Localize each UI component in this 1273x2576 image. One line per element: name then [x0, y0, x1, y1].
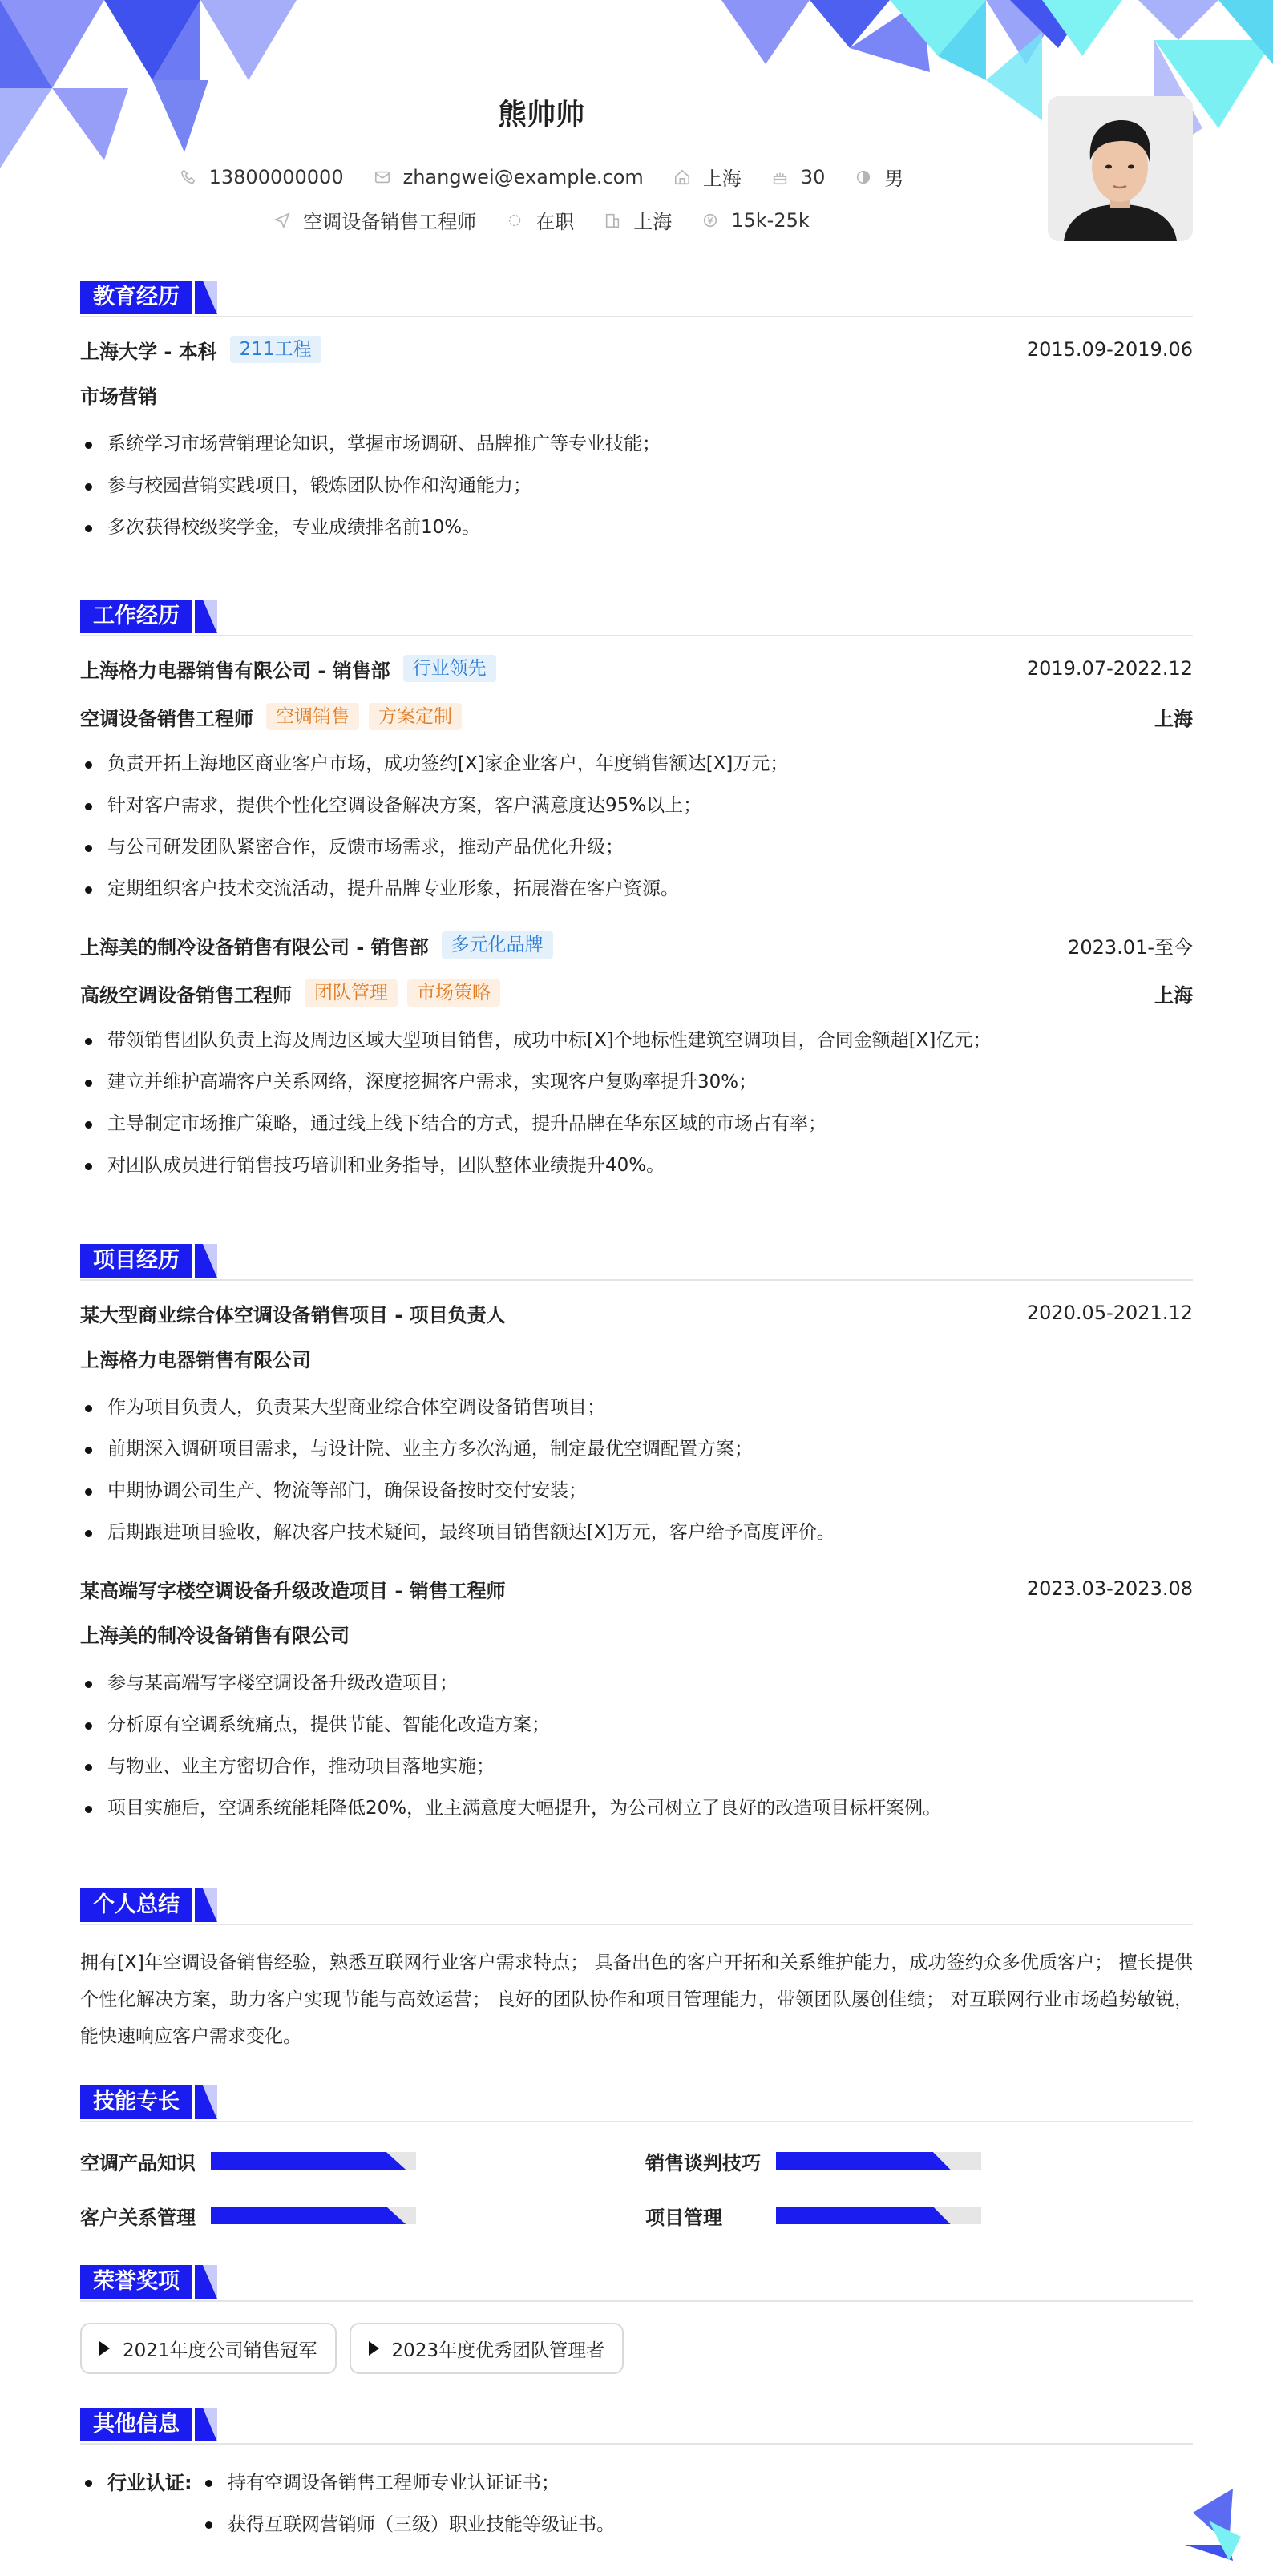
- project-company: 上海格力电器销售有限公司: [80, 1349, 311, 1371]
- awards-header: [80, 2265, 1193, 2302]
- list-item: 获得互联网营销师（三级）职业技能等级证书。: [200, 2504, 615, 2546]
- awards-list: [80, 2323, 1193, 2374]
- home-icon: [673, 168, 692, 187]
- salary-item: [701, 209, 810, 232]
- school-name: 上海大学 - 本科: [80, 340, 217, 363]
- section-title: 个人总结: [80, 1888, 192, 1922]
- project-name: 某大型商业综合体空调设备销售项目 - 项目负责人: [80, 1303, 506, 1326]
- skill-tag: 空调销售: [266, 703, 359, 730]
- award-label: 2023年度优秀团队管理者: [391, 2340, 605, 2361]
- section-title-tail: [195, 281, 217, 314]
- company-name: 上海美的制冷设备销售有限公司 - 销售部: [80, 935, 429, 959]
- list-item: 作为项目负责人，负责某大型商业综合体空调设备销售项目；: [80, 1387, 1193, 1428]
- city-item: [673, 163, 742, 191]
- mail-icon: [373, 168, 392, 187]
- skill-bar: [776, 2207, 981, 2224]
- job-target-text: 空调设备销售工程师: [303, 211, 477, 233]
- section-divider: [80, 2121, 1193, 2122]
- list-item: 与物业、业主方密切合作，推动项目落地实施；: [80, 1746, 1193, 1787]
- skill-item: [80, 2145, 416, 2177]
- section-divider: [80, 2300, 1193, 2302]
- section-title: 项目经历: [80, 1244, 192, 1278]
- list-item: 建立并维护高端客户关系网络，深度挖掘客户需求，实现客户复购率提升30%；: [80, 1061, 1193, 1103]
- building-icon: [603, 211, 622, 230]
- list-item: 持有空调设备销售工程师专业认证证书；: [200, 2462, 615, 2504]
- list-item: 带领销售团队负责上海及周边区域大型项目销售，成功中标[X]个地标性建筑空调项目，合同金额超[X]亿元；: [80, 1019, 1193, 1061]
- projects-header: [80, 1244, 1193, 1281]
- corner-decoration: [1185, 2489, 1241, 2561]
- play-icon: [369, 2341, 379, 2356]
- skill-bar-fill: [776, 2152, 951, 2170]
- education-header: [80, 281, 1193, 317]
- work-company-row: [80, 652, 1193, 684]
- list-item: 参与某高端写字楼空调设备升级改造项目；: [80, 1662, 1193, 1704]
- section-title-tail: [195, 600, 217, 633]
- play-icon: [99, 2341, 110, 2356]
- salary-text: 15k-25k: [731, 208, 810, 232]
- certification-list: [200, 2462, 615, 2546]
- section-title-tail: [195, 1244, 217, 1278]
- gender-text: 男: [884, 168, 904, 190]
- list-item: 对团队成员进行销售技巧培训和业务指导，团队整体业绩提升40%。: [80, 1145, 1193, 1186]
- skill-name: 空调产品知识: [80, 2151, 196, 2174]
- list-item: 参与校园营销实践项目，锻炼团队协作和沟通能力；: [80, 465, 1193, 507]
- coin-icon: [701, 211, 720, 230]
- section-divider: [80, 2443, 1193, 2445]
- company-tag: 行业领先: [403, 655, 496, 682]
- certification-label: 行业认证:: [80, 2462, 200, 2546]
- section-title: 荣誉奖项: [80, 2265, 192, 2299]
- send-icon: [273, 211, 292, 230]
- work-bullets: [80, 1019, 1193, 1186]
- skill-tag: 市场策略: [407, 979, 500, 1007]
- skill-name: 销售谈判技巧: [645, 2151, 761, 2174]
- work-date: 2019.07-2022.12: [1026, 657, 1193, 680]
- section-title: 教育经历: [80, 281, 192, 314]
- skill-item: [80, 2199, 416, 2231]
- job-title: 高级空调设备销售工程师: [80, 983, 292, 1007]
- section-title: 工作经历: [80, 600, 192, 633]
- section-title-tail: [195, 2085, 217, 2119]
- award-label: 2021年度公司销售冠军: [123, 2340, 317, 2361]
- list-item: 定期组织客户技术交流活动，提升品牌专业形象，拓展潜在客户资源。: [80, 868, 1193, 910]
- section-title: 其他信息: [80, 2408, 192, 2441]
- list-item: 项目实施后，空调系统能耗降低20%，业主满意度大幅提升，为公司树立了良好的改造项目标杆案例。: [80, 1787, 1193, 1829]
- skill-bar: [776, 2152, 981, 2170]
- skill-bar: [211, 2207, 416, 2224]
- work-location: 上海: [1154, 707, 1193, 730]
- skill-tag: 团队管理: [305, 979, 398, 1007]
- job-title: 空调设备销售工程师: [80, 707, 253, 730]
- company-name: 上海格力电器销售有限公司 - 销售部: [80, 659, 390, 682]
- summary-header: [80, 1888, 1193, 1925]
- list-item: 后期跟进项目验收，解决客户技术疑问，最终项目销售额达[X]万元，客户给予高度评价。: [80, 1512, 1193, 1553]
- list-item: 系统学习市场营销理论知识，掌握市场调研、品牌推广等专业技能；: [80, 423, 1193, 465]
- section-divider: [80, 635, 1193, 636]
- award-chip: [80, 2323, 337, 2374]
- work-company-row: [80, 929, 1193, 961]
- list-item: 主导制定市场推广策略，通过线上线下结合的方式，提升品牌在华东区域的市场占有率；: [80, 1103, 1193, 1145]
- list-item: 负责开拓上海地区商业客户市场，成功签约[X]家企业客户，年度销售额达[X]万元；: [80, 743, 1193, 785]
- work-title-row: [80, 977, 1193, 1009]
- skill-bar-fill: [776, 2207, 951, 2224]
- section-title-tail: [195, 2265, 217, 2299]
- list-item: 与公司研发团队紧密合作，反馈市场需求，推动产品优化升级；: [80, 826, 1193, 868]
- cake-icon: [770, 168, 790, 187]
- gender-icon: [854, 168, 873, 187]
- project-date: 2023.03-2023.08: [1026, 1577, 1193, 1600]
- list-item: 分析原有空调系统痛点，提供节能、智能化改造方案；: [80, 1704, 1193, 1746]
- awards-section: [80, 2265, 1193, 2374]
- skill-name: 客户关系管理: [80, 2206, 196, 2229]
- skills-section: [80, 2085, 1193, 2255]
- skill-bar-fill: [211, 2152, 406, 2170]
- phone-item: [179, 166, 344, 188]
- project-company: 上海美的制冷设备销售有限公司: [80, 1625, 350, 1647]
- section-title-tail: [195, 2408, 217, 2441]
- section-title: 技能专长: [80, 2085, 192, 2119]
- target-city-item: [603, 206, 672, 234]
- work-title-row: [80, 701, 1193, 733]
- job-target-item: [273, 206, 476, 234]
- skill-bar: [211, 2152, 416, 2170]
- work-bullets: [80, 743, 1193, 910]
- projects-section: [80, 1244, 1193, 1829]
- major: 市场营销: [80, 386, 157, 408]
- job-intent-row: [80, 206, 1002, 234]
- work-section: [80, 600, 1193, 1186]
- project-row: [80, 1297, 1193, 1329]
- company-tag: 多元化品牌: [442, 931, 553, 959]
- work-location: 上海: [1154, 983, 1193, 1007]
- other-header: [80, 2408, 1193, 2445]
- education-date: 2015.09-2019.06: [1026, 338, 1193, 361]
- skill-tag: 方案定制: [369, 703, 462, 730]
- project-bullets: [80, 1662, 1193, 1829]
- section-divider: [80, 316, 1193, 317]
- age-text: 30: [800, 165, 826, 188]
- project-row: [80, 1573, 1193, 1605]
- email-item: [373, 166, 644, 188]
- status-icon: [505, 211, 524, 230]
- project-name: 某高端写字楼空调设备升级改造项目 - 销售工程师: [80, 1579, 506, 1602]
- avatar: [1048, 96, 1193, 241]
- gender-item: [854, 163, 903, 191]
- section-divider: [80, 1279, 1193, 1281]
- education-section: [80, 281, 1193, 548]
- age-item: [770, 166, 826, 188]
- target-city-text: 上海: [633, 211, 673, 233]
- project-date: 2020.05-2021.12: [1026, 1302, 1193, 1324]
- award-chip: [350, 2323, 624, 2374]
- skills-header: [80, 2085, 1193, 2122]
- work-header: [80, 600, 1193, 636]
- school-tag: 211工程: [230, 336, 321, 363]
- skills-grid: [80, 2135, 1193, 2255]
- list-item: 中期协调公司生产、物流等部门，确保设备按时交付安装；: [80, 1470, 1193, 1512]
- summary-text: 拥有[X]年空调设备销售经验，熟悉互联网行业客户需求特点； 具备出色的客户开拓和关系维护能力，成功签约众多优质客户； 擅长提供个性化解决方案，助力客户实现节能与高效运营； 良好的团队协作和项目管理能力，带领团队屡创佳绩； 对互联网行业市场趋势敏锐，能快速响应客户需求变化。: [80, 1952, 1193, 2047]
- list-item: 前期深入调研项目需求，与设计院、业主方多次沟通，制定最优空调配置方案；: [80, 1428, 1193, 1470]
- skill-name: 项目管理: [645, 2206, 722, 2229]
- summary-section: [80, 1888, 1193, 2055]
- certification-block: [80, 2462, 1193, 2546]
- skill-item: [645, 2145, 981, 2177]
- skill-item: [645, 2199, 981, 2231]
- project-bullets: [80, 1387, 1193, 1553]
- status-text: 在职: [535, 211, 575, 233]
- email-text: zhangwei@example.com: [402, 165, 644, 188]
- education-row: [80, 333, 1193, 365]
- city-text: 上海: [702, 168, 742, 190]
- contact-row: [80, 163, 1002, 191]
- education-bullets: [80, 423, 1193, 548]
- phone-icon: [179, 168, 198, 187]
- status-item: [505, 206, 574, 234]
- section-title-tail: [195, 1888, 217, 1922]
- work-date: 2023.01-至今: [1068, 935, 1193, 959]
- list-item: 多次获得校级奖学金，专业成绩排名前10%。: [80, 507, 1193, 548]
- other-section: [80, 2408, 1193, 2546]
- skill-bar-fill: [211, 2207, 406, 2224]
- list-item: 针对客户需求，提供个性化空调设备解决方案，客户满意度达95%以上；: [80, 785, 1193, 826]
- candidate-name: 熊帅帅: [497, 99, 584, 131]
- section-divider: [80, 1924, 1193, 1925]
- phone-text: 13800000000: [208, 165, 344, 188]
